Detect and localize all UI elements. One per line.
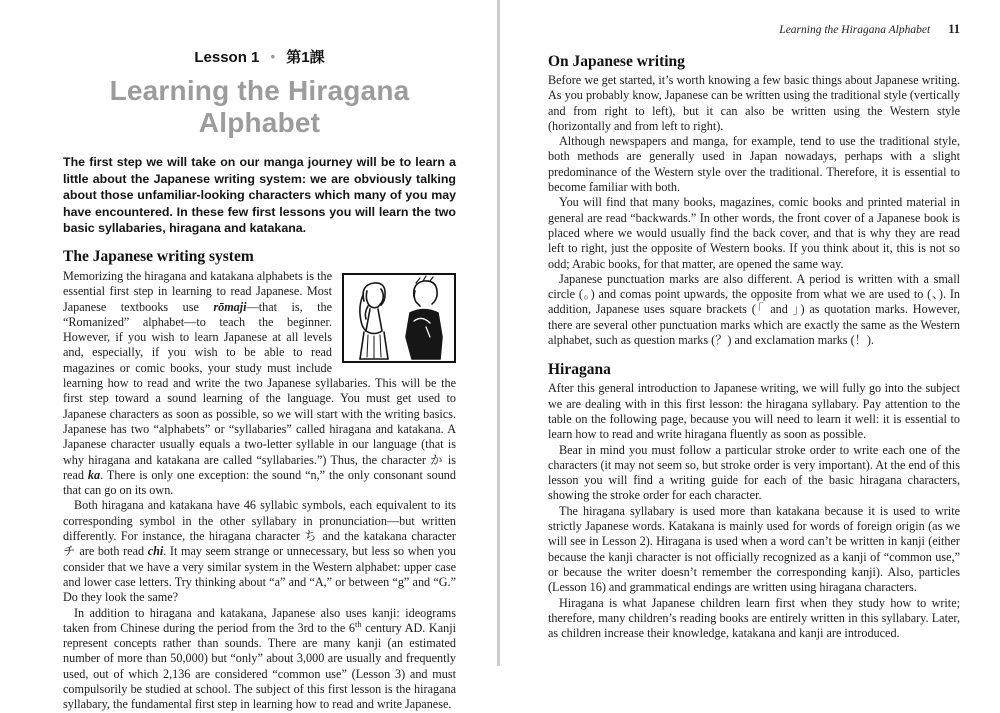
lesson-kanji: 第1課 <box>286 49 325 66</box>
section-hiragana <box>548 361 960 641</box>
body-paragraph: The hiragana syllabary is used more than katakana because it is used to write strictly Japanese words. Katakana is mainly used for words of foreign origin (as we will see in Lesson 2). Hiragana is used when a word can’t be written in kanji (either because the kanji character is not officially recognized as a kanji of “common use,” or because the writer doesn’t remember the corresponding kanji). Also, particles (Lesson 16) and grammatical endings are written using hiragana characters. <box>548 503 960 595</box>
body-paragraph: Both hiragana and katakana have 46 syllabic symbols, each equivalent to its corresponding symbol in the other syllabary in pronunciation—but written differently. For instance, the hiragana character ち and the katakana character チ are both read chi. It may seem strange or unnecessary, but less so when you consider that we have a very similar system in the Western alphabet: upper case and lower case letters. Try thinking about “a” and “A,” or between “g” and “G.” Do they look the same? <box>63 498 456 605</box>
on-japanese-writing-paragraphs <box>548 73 960 348</box>
page-left <box>63 46 456 713</box>
lesson-label: Lesson 1 <box>194 49 260 66</box>
hiragana-paragraphs <box>548 381 960 641</box>
section-heading-japanese-writing-system: The Japanese writing system <box>63 247 254 265</box>
body-paragraph: After this general introduction to Japanese writing, we will fully go into the subject we are dealing with in this first lesson: the hiragana syllabary. Pay attention to the table on the following page, because you will need to learn it well: it is essential to learn how to read and write hiragana fluently as soon as possible. <box>548 381 960 442</box>
page-gutter-divider <box>497 0 500 666</box>
body-paragraph: Although newspapers and manga, for example, tend to use the traditional style, both methods are generally used in Japan nowadays, perhaps with a slight predominance of the Western style over the traditional. Therefore, it is essential to become familiar with both. <box>548 134 960 195</box>
page-title: Learning the Hiragana Alphabet <box>109 75 410 138</box>
body-paragraph: Bear in mind you must follow a particular stroke order to write each one of the characters (it may not seem so, but stroke order is very important). At the end of this lesson you will find a writing guide for each of the basic hiragana characters, showing the stroke order for each character. <box>548 442 960 503</box>
section-heading-hiragana: Hiragana <box>548 361 611 379</box>
section-body <box>63 269 456 713</box>
body-paragraph: Memorizing the hiragana and katakana alphabets is the essential first step in learning to read Japanese. Most Japanese textbooks use rōmaji—that is, the “Romanized” alphabet—to teach the beginner. However, if you wish to learn Japanese at all levels and, especially, if you wish to be able to read magazines or comic books, your study must include learning how to read and write the two Japanese syllabaries. This will be the first step toward a sound learning of the language. You must get used to Japanese characters as soon as possible, so we will start with the writing basics. Japanese has two “alphabets” or “syllabaries” called hiragana and katakana. A Japanese character usually equals a two-letter syllable in our language (that is why hiragana and katakana are called “syllabaries.”) Thus, the character か is read ka. There is only one exception: the sound “n,” the only consonant sound that can go on its own. <box>63 268 456 498</box>
section-on-japanese-writing <box>548 53 960 348</box>
running-head <box>548 22 960 37</box>
running-head-title: Learning the Hiragana Alphabet <box>779 24 931 36</box>
page-number: 11 <box>948 22 960 36</box>
manga-characters-drawing <box>344 275 454 361</box>
section-heading-on-japanese-writing: On Japanese writing <box>548 53 685 70</box>
body-paragraph: You will find that many books, magazines, comic books and printed material in general are read “backwards.” In other words, the front cover of a Japanese book is placed where we would usually find the back cover, and that is why they are read left to right, just the opposite of Western books. If you think about it, this is not so odd; Arabic books, for that matter, are opened the same way. <box>548 195 960 271</box>
page-right <box>548 22 960 641</box>
intro-paragraph: The first step we will take on our manga journey will be to learn a little about the Japanese writing system: we are obviously talking about those unfamiliar-looking characters which many of you may have encountered. In these few first lessons you will learn the two basic syllabaries, hiragana and katakana. <box>63 155 456 236</box>
lesson-separator-dot: • <box>270 49 276 64</box>
body-paragraph: In addition to hiragana and katakana, Japanese also uses kanji: ideograms taken from Chinese during the period from the 3rd to the 6th century AD. Kanji represent concepts rather than sounds. There are many kanji (an estimated number of more than 50,000) but “only” about 3,000 are usually and frequently used, out of which 2,136 are considered “common use” (Lesson 3) and must compulsorily be studied at school. The subject of this first lesson is the hiragana syllabary, the fundamental first step in learning how to read and write Japanese. <box>63 605 456 712</box>
body-paragraph: Hiragana is what Japanese children learn first when they study how to write; therefore, many children’s reading books are entirely written in this syllabary. Later, as children increase their knowledge, katakana and kanji are introduced. <box>548 595 960 641</box>
body-paragraph: Before we get started, it’s worth knowing a few basic things about Japanese writing. As you probably know, Japanese can be written using the traditional style (vertically and from right to left), but it can also be written using the Western style (horizontally and from left to right). <box>548 73 960 133</box>
body-paragraph: Japanese punctuation marks are also different. A period is written with a small circle (。) and comas point upwards, the opposite from what we are used to (、). In addition, Japanese uses square brackets (「 and 」) as quotation marks. However, there are several other punctuation marks which are exactly the same as the Western alphabet, such as question marks (？) and exclamation marks (！). <box>548 271 961 348</box>
lesson-line <box>63 46 456 67</box>
manga-illustration <box>342 273 456 363</box>
